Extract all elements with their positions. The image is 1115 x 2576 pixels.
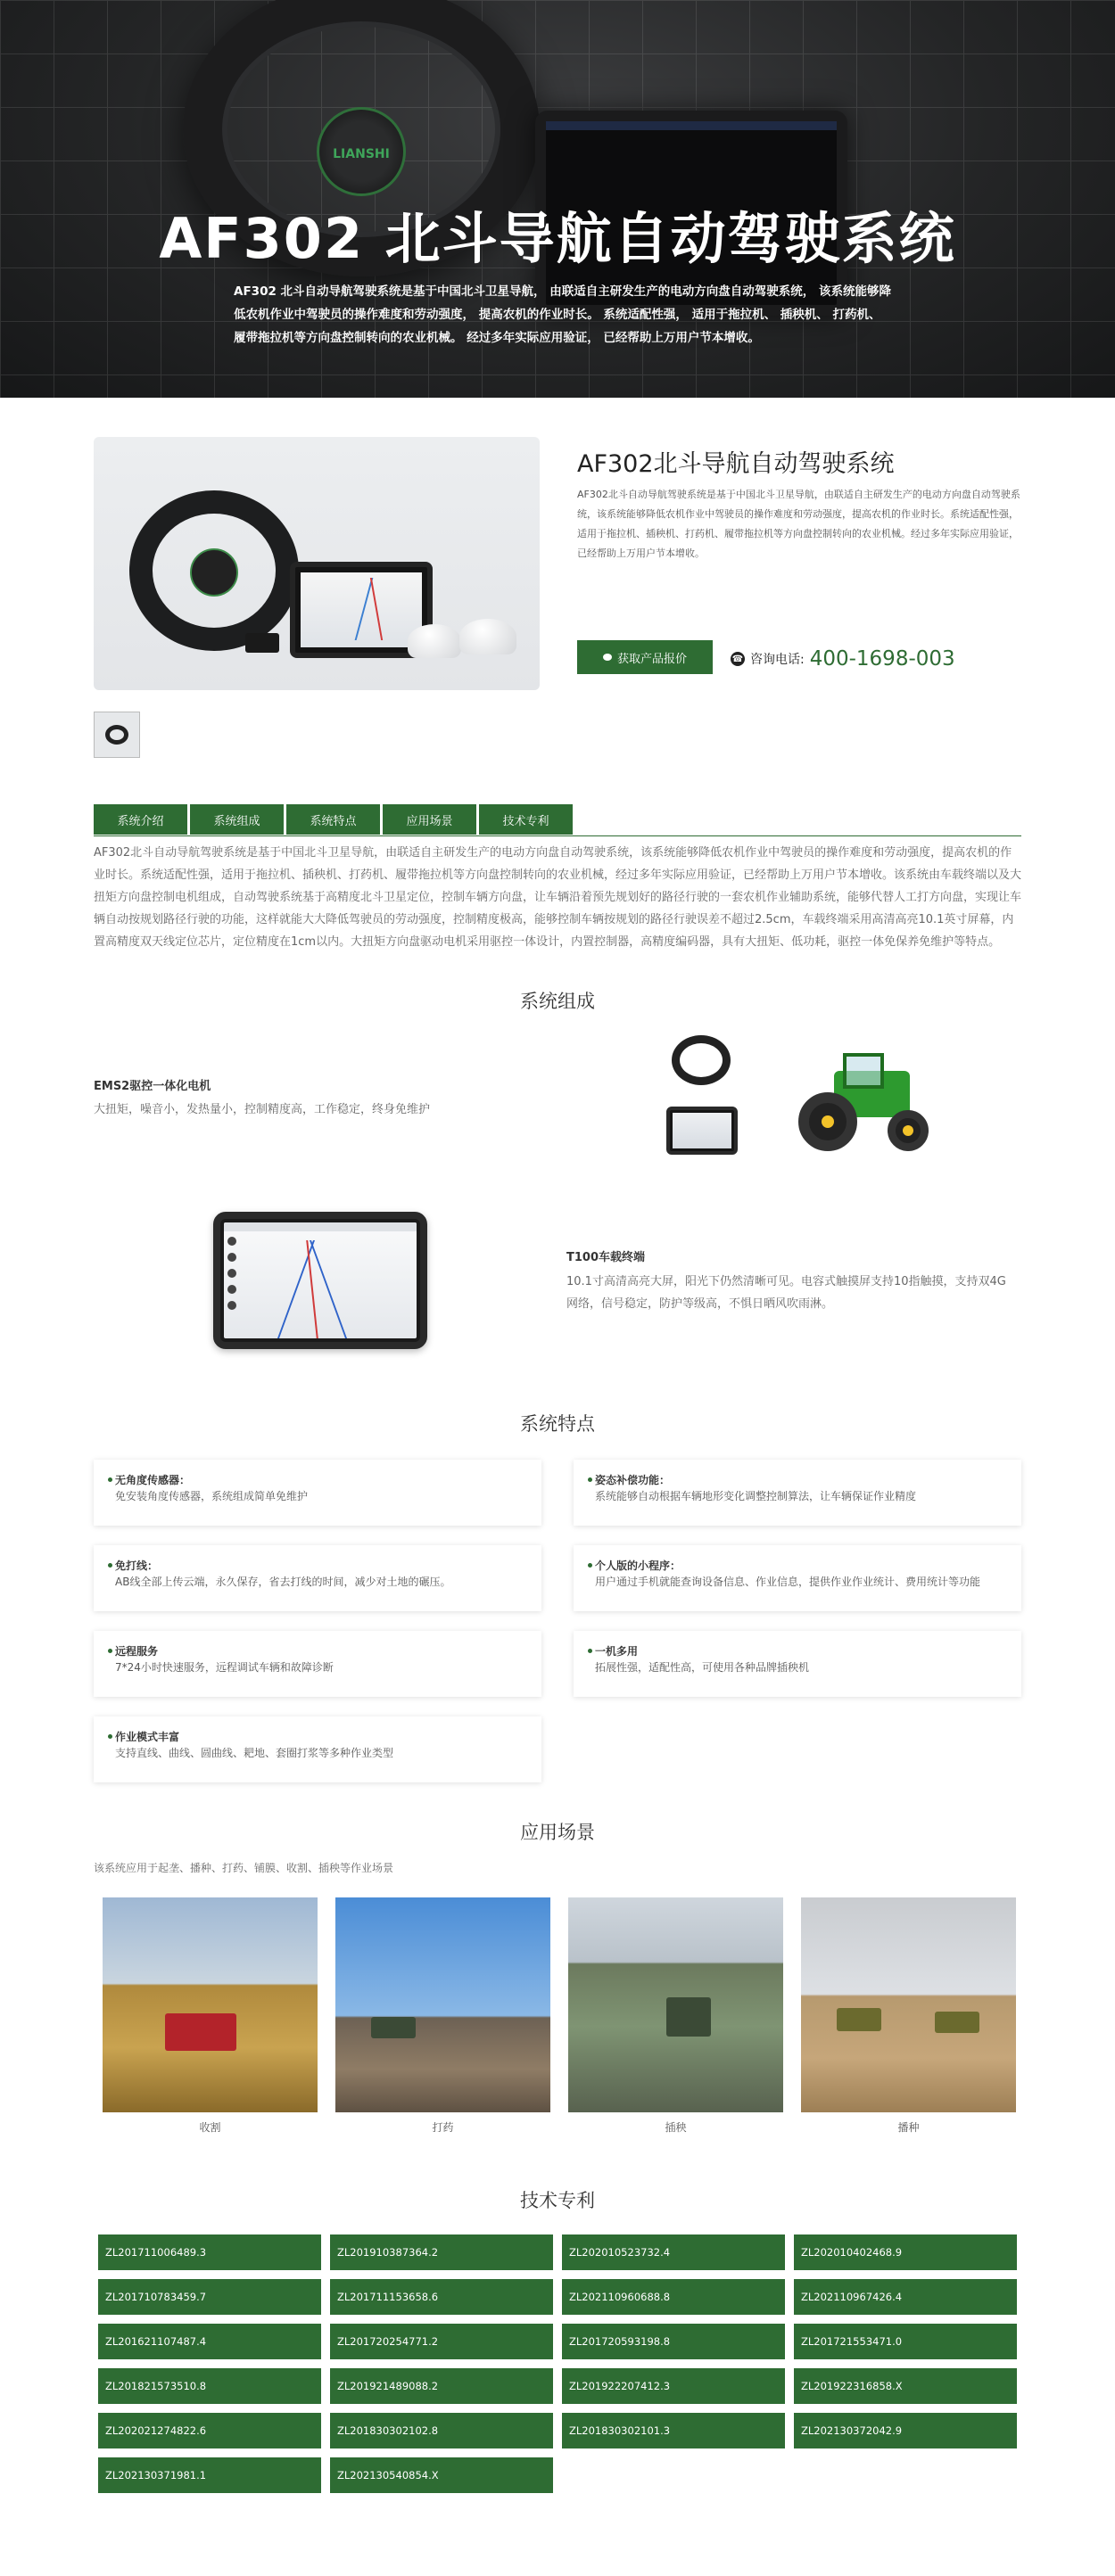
feature-title: 一机多用 [595, 1645, 639, 1658]
feature-title: 姿态补偿功能： [595, 1474, 671, 1486]
feature-card [94, 1716, 541, 1782]
patent-item: ZL201910387364.2 [330, 2234, 553, 2270]
patent-item: ZL201922207412.3 [562, 2368, 785, 2404]
patent-item: ZL201720254771.2 [330, 2324, 553, 2359]
patent-item: ZL201921489088.2 [330, 2368, 553, 2404]
feature-card [574, 1631, 1021, 1697]
tab-divider [94, 835, 1021, 836]
product-description: AF302北斗自动导航驾驶系统是基于中国北斗卫星导航，由联适自主研发生产的电动方向盘自动驾驶系统，该系统能够降低农机作业中驾驶员的操作难度和劳动强度，提高农机的作业时长。系统适配性强，适用于拖拉机、插秧机、打药机、履带拖拉机等方向盘控制转向的农业机械。经过多年实际应用验证，已经帮助上万用户节本增收。 [577, 489, 1020, 559]
get-quote-label: 获取产品报价 [616, 652, 687, 666]
harvest-photo [103, 1897, 318, 2112]
features-grid [94, 1460, 1021, 1782]
feature-desc: 7*24小时快速服务，远程调试车辆和故障诊断 [115, 1661, 334, 1674]
feature-title: 无角度传感器： [115, 1474, 191, 1486]
tab-intro[interactable]: 系统介绍 [94, 804, 187, 835]
patent-item: ZL201711153658.6 [330, 2279, 553, 2315]
tractor-image [789, 1053, 932, 1151]
scenes-title: 应用场景 [520, 1822, 595, 1843]
patent-item: ZL202130372042.9 [794, 2413, 1017, 2448]
phone-label: 咨询电话: [750, 653, 805, 667]
patent-item: ZL201830302101.3 [562, 2413, 785, 2448]
scene-card[interactable] [335, 1897, 550, 2135]
section-tabs [94, 804, 573, 835]
motor-description: 大扭矩，噪音小，发热量小，控制精度高，工作稳定，终身免维护 [94, 1103, 431, 1116]
feature-desc: 支持直线、曲线、圆曲线、耙地、套圈打浆等多种作业类型 [115, 1747, 394, 1759]
feature-title: 个人版的小程序： [595, 1560, 681, 1572]
hero-description: AF302 北斗自动导航驾驶系统是基于中国北斗卫星导航， 由联适自主研发生产的电动方向盘自动驾驶系统， 该系统能够降低农机作业中驾驶员的操作难度和劳动强度， 提高农机的作业时长。 系统适配性强， 适用于拖拉机、 插秧机、 打药机、 履带拖拉机等方向盘控制转向的农业机械。 经过多年实际应用验证， 已经帮助上万用户节本增收。 [234, 284, 891, 345]
patent-item: ZL201721553471.0 [794, 2324, 1017, 2359]
tab-features[interactable]: 系统特点 [286, 804, 380, 835]
patent-item: ZL201621107487.4 [98, 2324, 321, 2359]
scene-card[interactable] [568, 1897, 783, 2135]
patent-item: ZL201720593198.8 [562, 2324, 785, 2359]
product-title: AF302北斗导航自动驾驶系统 [577, 450, 895, 478]
feature-card [574, 1460, 1021, 1526]
patent-item: ZL201830302102.8 [330, 2413, 553, 2448]
patent-item: ZL202010402468.9 [794, 2234, 1017, 2270]
patent-item: ZL202110960688.8 [562, 2279, 785, 2315]
scenes-gallery [103, 1897, 1021, 2135]
feature-desc: 系统能够自动根据车辆地形变化调整控制算法，让车辆保证作业精度 [595, 1490, 917, 1502]
phone-icon: ☎ [731, 652, 745, 666]
chat-icon [603, 654, 612, 661]
scene-card[interactable] [103, 1897, 318, 2135]
feature-desc: 用户通过手机就能查询设备信息、作业信息，提供作业作业统计、费用统计等功能 [595, 1576, 981, 1588]
patent-item: ZL201922316858.X [794, 2368, 1017, 2404]
mini-terminal-image [666, 1107, 738, 1155]
feature-card [94, 1631, 541, 1697]
feature-card [574, 1545, 1021, 1611]
scene-caption: 插秧 [665, 2121, 687, 2134]
system-intro-text: AF302北斗自动导航驾驶系统是基于中国北斗卫星导航，由联适自主研发生产的电动方向盘自动驾驶系统，该系统能够降低农机作业中驾驶员的操作难度和劳动强度，提高农机的作业时长。系统适配性强，适用于拖拉机、插秧机、打药机、履带拖拉机等方向盘控制转向的农业机械，经过多年实际应用验证，已经帮助上万用户节本增收。该系统由车载终端以及大扭矩方向盘控制电机组成，自动驾驶系统基于高精度北斗卫星定位，控制车辆方向盘，让车辆沿着预先规划好的路径行驶的一套农机作业辅助系统，能够代替人工打方向盘，实现让车辆自动按规划路径行驶的功能，这样就能大大降低驾驶员的劳动强度，控制精度极高，能够控制车辆按规划的路径行驶误差不超过2.5cm，车载终端采用高清高亮10.1英寸屏幕，内置高精度双天线定位芯片，定位精度在1cm以内。大扭矩方向盘驱动电机采用驱控一体设计，内置控制器，高精度编码器，具有大扭矩、低功耗，驱控一体免保养免维护等特点。 [94, 846, 1022, 949]
tab-scenes[interactable]: 应用场景 [383, 804, 476, 835]
feature-title: 作业模式丰富 [115, 1731, 180, 1743]
product-intro [94, 398, 1021, 828]
tab-composition[interactable]: 系统组成 [190, 804, 284, 835]
patent-item: ZL202110967426.4 [794, 2279, 1017, 2315]
hero-banner [0, 0, 1115, 398]
product-main-image [94, 437, 540, 690]
patents-grid [98, 2234, 1021, 2493]
scene-caption: 播种 [897, 2121, 920, 2134]
tab-patents[interactable]: 技术专利 [479, 804, 573, 835]
feature-desc: 免安装角度传感器，系统组成简单免维护 [115, 1490, 309, 1502]
product-thumbnail[interactable] [94, 712, 140, 758]
patent-item: ZL201711006489.3 [98, 2234, 321, 2270]
composition-title: 系统组成 [520, 991, 595, 1012]
scenes-subtitle: 该系统应用于起垄、播种、打药、铺膜、收割、插秧等作业场景 [94, 1862, 394, 1874]
scene-caption: 收割 [199, 2121, 221, 2134]
steering-wheel-logo: LIANSHI [317, 107, 406, 196]
spraying-photo [335, 1897, 550, 2112]
feature-title: 免打线： [115, 1560, 159, 1572]
motor-name: EMS2驱控一体化电机 [94, 1080, 211, 1093]
feature-title: 远程服务 [115, 1645, 159, 1658]
feature-card [94, 1460, 541, 1526]
t100-terminal-image [213, 1212, 427, 1349]
patent-item: ZL202021274822.6 [98, 2413, 321, 2448]
terminal-name: T100车载终端 [566, 1251, 646, 1264]
patents-title: 技术专利 [520, 2190, 595, 2211]
hero-title: AF302 北斗导航自动驾驶系统 [159, 206, 956, 271]
feature-desc: 拓展性强，适配性高，可使用各种品牌插秧机 [595, 1661, 810, 1674]
seeding-photo [801, 1897, 1016, 2112]
motor-wheel-image [672, 1035, 731, 1085]
scene-caption: 打药 [432, 2121, 454, 2134]
phone-number[interactable]: 400-1698-003 [809, 647, 955, 671]
patent-item: ZL201710783459.7 [98, 2279, 321, 2315]
composition-section [94, 1026, 1021, 1401]
patent-item: ZL202010523732.4 [562, 2234, 785, 2270]
transplanting-photo [568, 1897, 783, 2112]
features-title: 系统特点 [520, 1413, 595, 1435]
terminal-description: 10.1寸高清高亮大屏，阳光下仍然清晰可见。电容式触摸屏支持10指触摸，支持双4G网络，信号稳定，防护等级高，不惧日晒风吹雨淋。 [566, 1275, 1006, 1311]
consult-phone [731, 647, 955, 671]
feature-desc: AB线全部上传云端，永久保存，省去打线的时间，减少对土地的碾压。 [115, 1576, 451, 1588]
feature-card [94, 1545, 541, 1611]
patent-item: ZL202130371981.1 [98, 2457, 321, 2493]
get-quote-button[interactable] [577, 640, 713, 674]
scene-card[interactable] [801, 1897, 1016, 2135]
patent-item: ZL201821573510.8 [98, 2368, 321, 2404]
patent-item: ZL202130540854.X [330, 2457, 553, 2493]
